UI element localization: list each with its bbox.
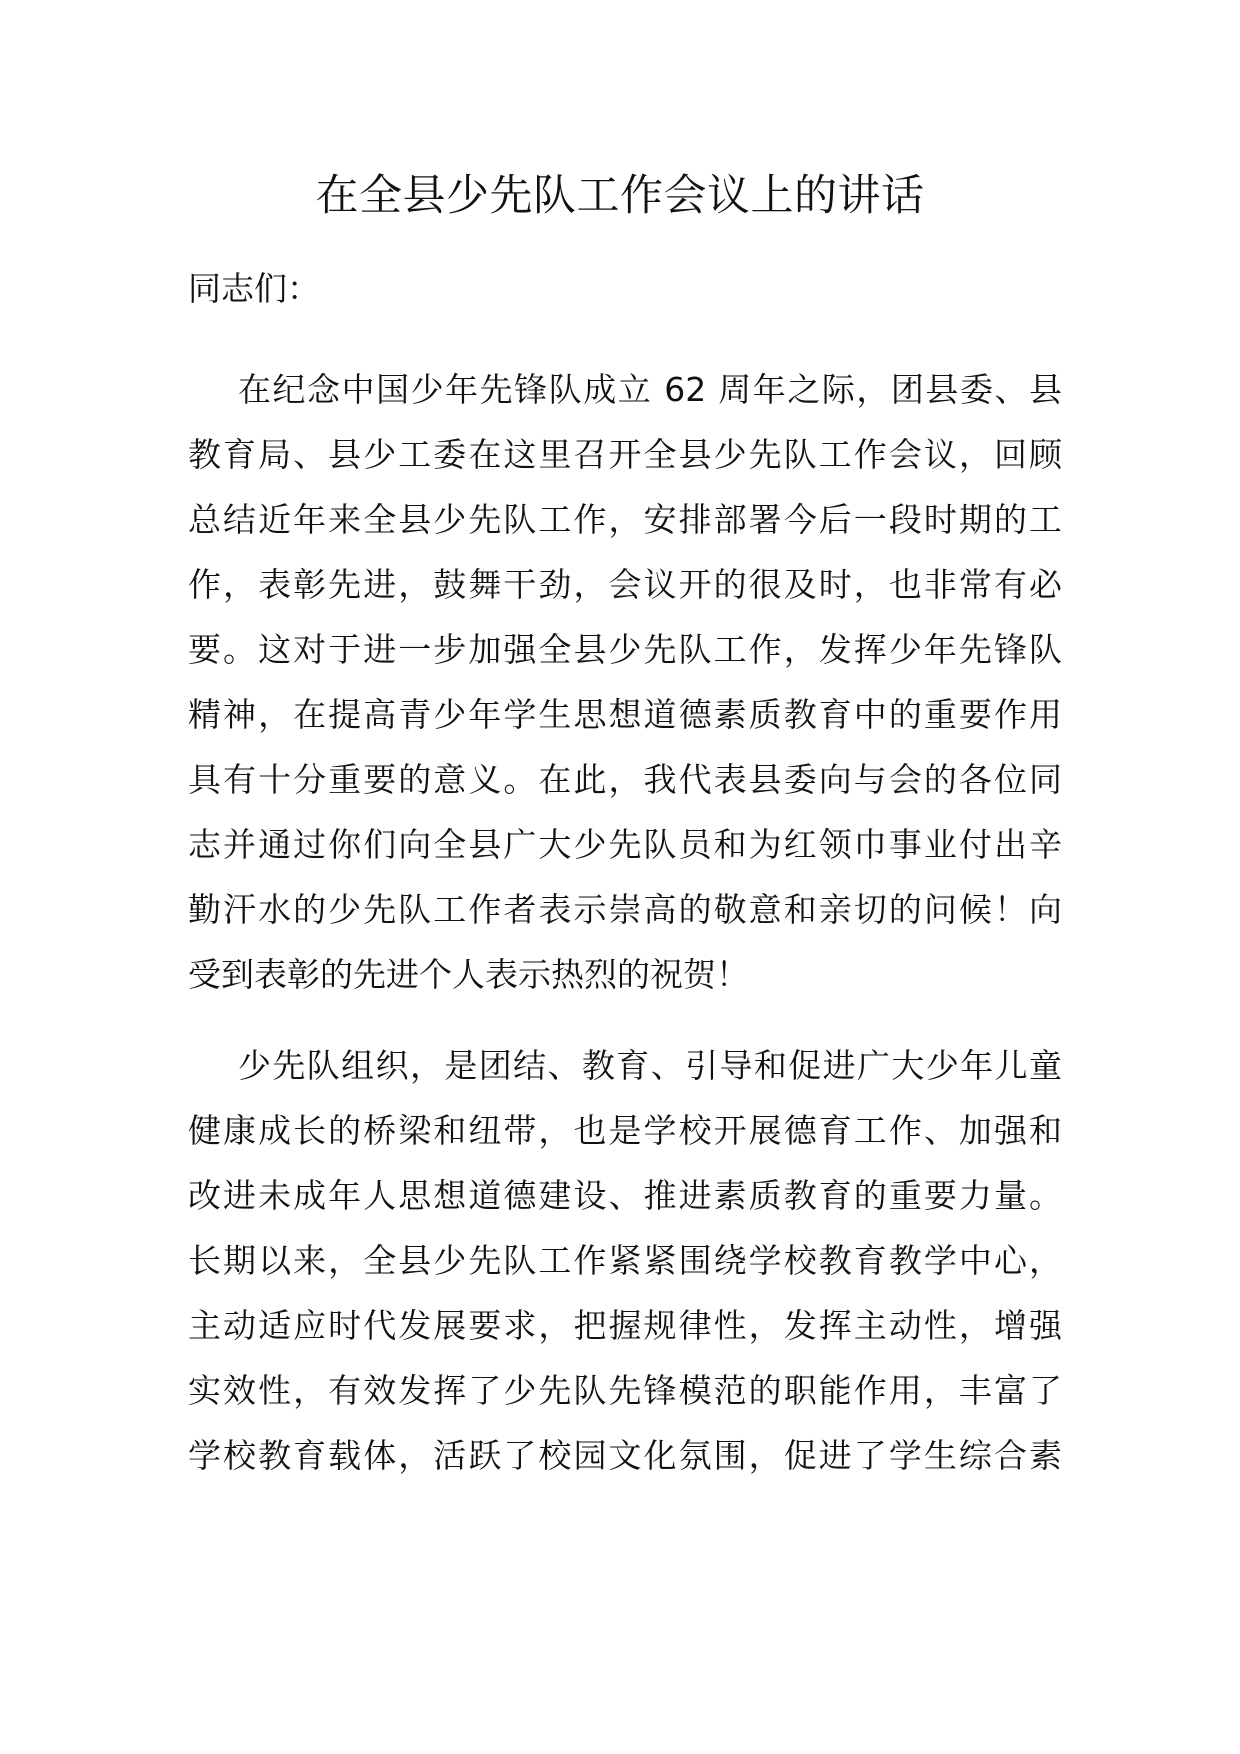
paragraph-line: 具有十分重要的意义。在此，我代表县委向与会的各位同	[188, 760, 1062, 799]
document-title: 在全县少先队工作会议上的讲话	[315, 171, 925, 221]
paragraph-line: 主动适应时代发展要求，把握规律性，发挥主动性，增强	[188, 1306, 1062, 1345]
paragraph-line: 作，表彰先进，鼓舞干劲，会议开的很及时，也非常有必	[188, 565, 1062, 604]
paragraph-line: 健康成长的桥梁和纽带，也是学校开展德育工作、加强和	[188, 1111, 1062, 1150]
paragraph-2	[188, 1033, 1062, 1488]
paragraph-line: 精神，在提高青少年学生思想道德素质教育中的重要作用	[188, 695, 1062, 734]
paragraph-line: 在纪念中国少年先锋队成立 62 周年之际，团县委、县	[238, 370, 1062, 409]
paragraph-line: 总结近年来全县少先队工作，安排部署今后一段时期的工	[188, 500, 1062, 539]
paragraph-line: 要。这对于进一步加强全县少先队工作，发挥少年先锋队	[188, 630, 1062, 669]
paragraph-line: 教育局、县少工委在这里召开全县少先队工作会议，回顾	[188, 435, 1062, 474]
paragraph-line: 改进未成年人思想道德建设、推进素质教育的重要力量。	[188, 1176, 1062, 1215]
paragraph-1	[188, 357, 1062, 1007]
paragraph-line: 少先队组织，是团结、教育、引导和促进广大少年儿童	[238, 1046, 1062, 1085]
paragraph-line: 学校教育载体，活跃了校园文化氛围，促进了学生综合素	[188, 1436, 1062, 1475]
paragraph-line: 受到表彰的先进个人表示热烈的祝贺！	[188, 955, 749, 994]
paragraph-line: 志并通过你们向全县广大少先队员和为红领巾事业付出辛	[188, 825, 1062, 864]
paragraph-line: 长期以来，全县少先队工作紧紧围绕学校教育教学中心，	[188, 1241, 1062, 1280]
paragraph-line: 实效性，有效发挥了少先队先锋模范的职能作用，丰富了	[188, 1371, 1062, 1410]
salutation: 同志们：	[188, 269, 320, 308]
paragraph-line: 勤汗水的少先队工作者表示崇高的敬意和亲切的问候！向	[188, 890, 1062, 929]
